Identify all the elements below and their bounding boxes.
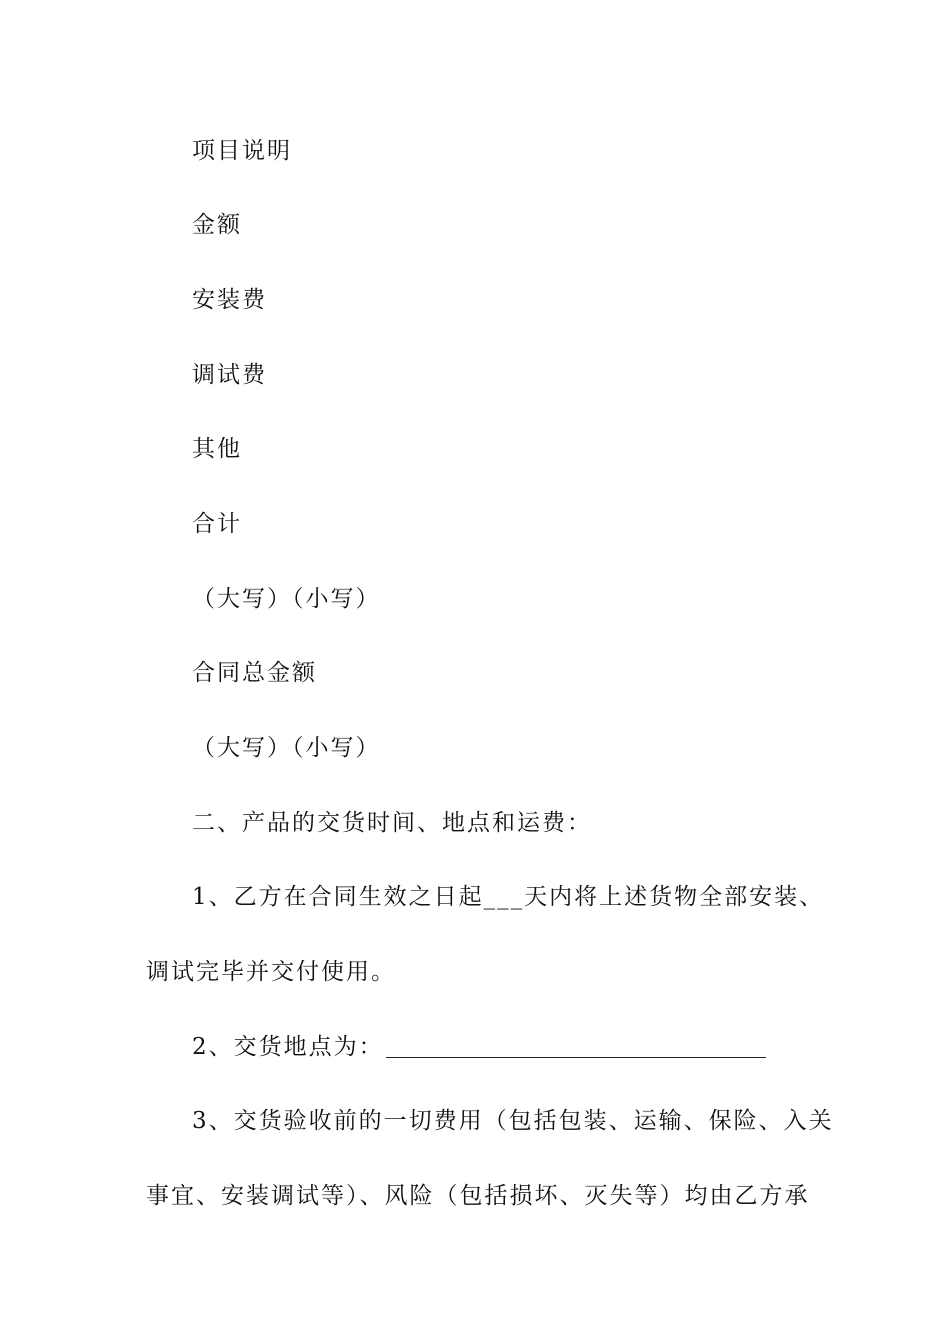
clause-2-text: 2、交货地点为： — [192, 1034, 384, 1060]
contract-total-label: 合同总金额 — [192, 660, 317, 686]
other-label: 其他 — [192, 436, 242, 462]
delivery-location-blank — [386, 1056, 766, 1058]
clause-2 — [192, 1032, 766, 1062]
clause-1-line-1: 1、乙方在合同生效之日起___天内将上述货物全部安装、 — [192, 884, 825, 910]
clause-3-line-1: 3、交货验收前的一切费用（包括包装、运输、保险、入关 — [192, 1108, 834, 1134]
clause-1-line-2: 调试完毕并交付使用。 — [146, 959, 396, 985]
total-label: 合计 — [192, 511, 242, 537]
debugging-fee-label: 调试费 — [192, 362, 267, 388]
item-description-label: 项目说明 — [192, 138, 292, 164]
installation-fee-label: 安装费 — [192, 287, 267, 313]
total-words-figures: （大写）（小写） — [192, 586, 381, 612]
clause-3-line-2: 事宜、安装调试等）、风险（包括损坏、灭失等）均由乙方承 — [146, 1183, 810, 1209]
section-two-heading: 二、产品的交货时间、地点和运费： — [192, 810, 592, 836]
amount-label: 金额 — [192, 212, 242, 238]
contract-total-words-figures: （大写）（小写） — [192, 735, 381, 761]
